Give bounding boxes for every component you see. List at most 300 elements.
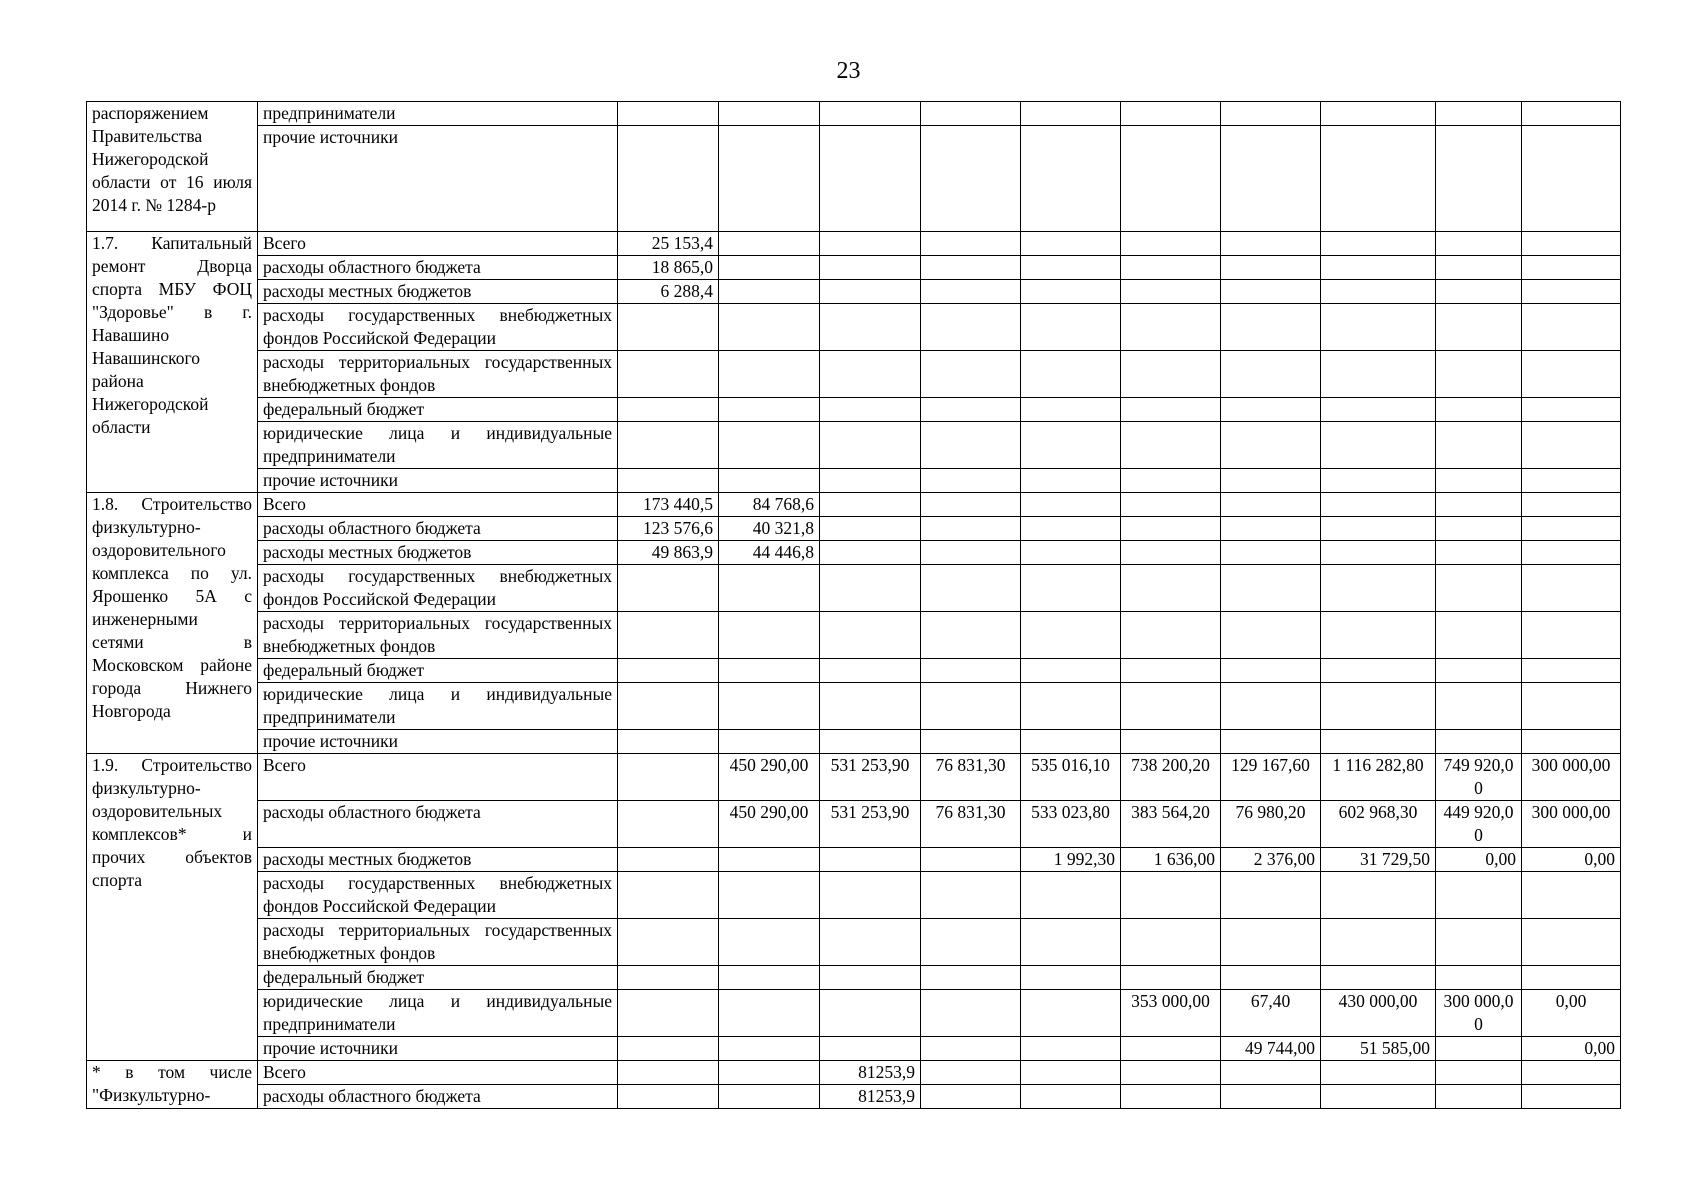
value-cell [1436, 872, 1522, 919]
value-cell [921, 612, 1021, 659]
value-cell [1021, 565, 1121, 612]
value-cell [921, 304, 1021, 351]
value-cell [1021, 469, 1121, 493]
value-cell [1021, 304, 1121, 351]
value-cell [820, 102, 921, 126]
value-cell [1121, 1061, 1221, 1085]
value-cell [921, 730, 1021, 754]
source-cell: расходы областного бюджета [258, 517, 618, 541]
value-cell [1522, 1061, 1621, 1085]
table-row [87, 304, 1621, 351]
value-cell [1121, 256, 1221, 280]
budget-table [86, 101, 1621, 1109]
value-cell [1522, 565, 1621, 612]
value-cell [1121, 102, 1221, 126]
value-cell: 738 200,20 [1121, 754, 1221, 801]
value-cell [1522, 612, 1621, 659]
value-cell [719, 966, 820, 990]
value-cell [1221, 1085, 1321, 1109]
value-cell [1436, 126, 1522, 232]
table-row [87, 1061, 1621, 1085]
table-row [87, 683, 1621, 730]
value-cell [1522, 398, 1621, 422]
value-cell [1522, 919, 1621, 966]
value-cell [820, 232, 921, 256]
value-cell [1121, 517, 1221, 541]
source-cell: расходы областного бюджета [258, 256, 618, 280]
source-cell: расходы государственных внебюджетных фондов Российской Федерации [258, 565, 618, 612]
table-row [87, 469, 1621, 493]
value-cell [820, 966, 921, 990]
value-cell [719, 102, 820, 126]
value-cell [1321, 126, 1436, 232]
value-cell [618, 683, 719, 730]
source-cell: расходы государственных внебюджетных фондов Российской Федерации [258, 872, 618, 919]
value-cell [719, 1061, 820, 1085]
value-cell: 531 253,90 [820, 754, 921, 801]
value-cell [921, 256, 1021, 280]
value-cell [820, 398, 921, 422]
value-cell [1121, 1085, 1221, 1109]
value-cell [719, 232, 820, 256]
value-cell [820, 517, 921, 541]
value-cell [1121, 1037, 1221, 1061]
value-cell [618, 872, 719, 919]
value-cell: 0,00 [1522, 990, 1621, 1037]
value-cell [618, 919, 719, 966]
value-cell [820, 541, 921, 565]
value-cell [1221, 683, 1321, 730]
value-cell [618, 102, 719, 126]
value-cell [618, 398, 719, 422]
program-cell: распоряжением Правительства Нижегородской области от 16 июля 2014 г. № 1284-р [87, 102, 258, 232]
table-row [87, 990, 1621, 1037]
value-cell [1221, 102, 1321, 126]
value-cell [921, 1037, 1021, 1061]
source-cell: федеральный бюджет [258, 659, 618, 683]
value-cell [1221, 872, 1321, 919]
value-cell [618, 1061, 719, 1085]
value-cell [1321, 280, 1436, 304]
value-cell [1221, 612, 1321, 659]
table-row [87, 541, 1621, 565]
value-cell: 129 167,60 [1221, 754, 1321, 801]
value-cell [1221, 966, 1321, 990]
value-cell [1321, 517, 1436, 541]
source-cell: Всего [258, 754, 618, 801]
table-row [87, 565, 1621, 612]
value-cell: 0,00 [1522, 1037, 1621, 1061]
value-cell [1121, 872, 1221, 919]
value-cell [1021, 493, 1121, 517]
value-cell [1021, 541, 1121, 565]
value-cell [1321, 565, 1436, 612]
value-cell [921, 966, 1021, 990]
source-cell: Всего [258, 493, 618, 517]
value-cell [1522, 659, 1621, 683]
program-cell: 1.9. Строительство физкультурно-оздоровительных комплексов* и прочих объектов спорта [87, 754, 258, 1061]
value-cell [719, 990, 820, 1037]
value-cell [1121, 232, 1221, 256]
table-row [87, 919, 1621, 966]
value-cell [1021, 966, 1121, 990]
value-cell: 2 376,00 [1221, 848, 1321, 872]
value-cell [1021, 256, 1121, 280]
value-cell: 353 000,00 [1121, 990, 1221, 1037]
value-cell [921, 659, 1021, 683]
value-cell [820, 422, 921, 469]
value-cell [820, 126, 921, 232]
value-cell [1522, 1085, 1621, 1109]
value-cell [1221, 398, 1321, 422]
value-cell [1121, 398, 1221, 422]
value-cell [719, 422, 820, 469]
value-cell [1021, 1061, 1121, 1085]
value-cell [719, 1037, 820, 1061]
table-row [87, 126, 1621, 232]
value-cell [921, 541, 1021, 565]
value-cell [1436, 102, 1522, 126]
value-cell [1522, 280, 1621, 304]
value-cell [820, 1037, 921, 1061]
value-cell [820, 256, 921, 280]
value-cell [921, 422, 1021, 469]
value-cell [1436, 256, 1522, 280]
value-cell [1221, 493, 1321, 517]
value-cell [618, 1085, 719, 1109]
value-cell [719, 351, 820, 398]
value-cell [1436, 351, 1522, 398]
source-cell: расходы областного бюджета [258, 801, 618, 848]
value-cell [820, 351, 921, 398]
value-cell [618, 1037, 719, 1061]
value-cell [1021, 659, 1121, 683]
value-cell [1321, 232, 1436, 256]
value-cell [719, 469, 820, 493]
value-cell [921, 1085, 1021, 1109]
value-cell [1321, 102, 1436, 126]
value-cell [1121, 469, 1221, 493]
value-cell [921, 919, 1021, 966]
value-cell [1436, 304, 1522, 351]
value-cell: 18 865,0 [618, 256, 719, 280]
table-row [87, 612, 1621, 659]
value-cell: 49 863,9 [618, 541, 719, 565]
value-cell [1121, 422, 1221, 469]
value-cell [1522, 730, 1621, 754]
value-cell [719, 565, 820, 612]
value-cell [1021, 683, 1121, 730]
value-cell: 450 290,00 [719, 801, 820, 848]
value-cell [921, 493, 1021, 517]
value-cell [921, 126, 1021, 232]
value-cell [1121, 966, 1221, 990]
value-cell [820, 493, 921, 517]
value-cell: 300 000,00 [1522, 754, 1621, 801]
value-cell [1021, 919, 1121, 966]
value-cell [1321, 469, 1436, 493]
value-cell: 51 585,00 [1321, 1037, 1436, 1061]
value-cell [1522, 422, 1621, 469]
value-cell: 81253,9 [820, 1085, 921, 1109]
value-cell [719, 683, 820, 730]
value-cell: 430 000,00 [1321, 990, 1436, 1037]
value-cell: 0,00 [1522, 848, 1621, 872]
value-cell: 84 768,6 [719, 493, 820, 517]
table-row [87, 517, 1621, 541]
value-cell [1121, 683, 1221, 730]
value-cell [820, 919, 921, 966]
value-cell [1321, 493, 1436, 517]
value-cell [1121, 612, 1221, 659]
value-cell [1436, 398, 1522, 422]
value-cell [1221, 126, 1321, 232]
source-cell: расходы местных бюджетов [258, 280, 618, 304]
source-cell: расходы территориальных государственных внебюджетных фондов [258, 919, 618, 966]
table-row [87, 1085, 1621, 1109]
source-cell: расходы государственных внебюджетных фондов Российской Федерации [258, 304, 618, 351]
value-cell [719, 280, 820, 304]
value-cell: 300 000,00 [1522, 801, 1621, 848]
value-cell [1436, 493, 1522, 517]
value-cell [820, 612, 921, 659]
value-cell [1121, 280, 1221, 304]
value-cell [719, 730, 820, 754]
value-cell [1522, 541, 1621, 565]
value-cell: 535 016,10 [1021, 754, 1121, 801]
value-cell [1321, 422, 1436, 469]
value-cell [618, 351, 719, 398]
source-cell: предприниматели [258, 102, 618, 126]
value-cell [1021, 102, 1121, 126]
value-cell [921, 517, 1021, 541]
table-row [87, 398, 1621, 422]
value-cell [1021, 1085, 1121, 1109]
value-cell: 1 992,30 [1021, 848, 1121, 872]
value-cell: 1 116 282,80 [1321, 754, 1436, 801]
value-cell [921, 848, 1021, 872]
value-cell [1021, 126, 1121, 232]
value-cell [1021, 422, 1121, 469]
value-cell [820, 659, 921, 683]
value-cell: 450 290,00 [719, 754, 820, 801]
source-cell: Всего [258, 232, 618, 256]
value-cell [1436, 683, 1522, 730]
value-cell [719, 872, 820, 919]
value-cell: 0,00 [1436, 848, 1522, 872]
value-cell [1021, 280, 1121, 304]
value-cell [921, 398, 1021, 422]
value-cell [1321, 1061, 1436, 1085]
value-cell [618, 730, 719, 754]
value-cell [1321, 683, 1436, 730]
value-cell [1522, 351, 1621, 398]
value-cell [1221, 659, 1321, 683]
value-cell [1321, 304, 1436, 351]
value-cell [1436, 1085, 1522, 1109]
table-row [87, 256, 1621, 280]
value-cell [719, 1085, 820, 1109]
source-cell: федеральный бюджет [258, 398, 618, 422]
source-cell: расходы местных бюджетов [258, 848, 618, 872]
source-cell: юридические лица и индивидуальные предприниматели [258, 422, 618, 469]
source-cell: прочие источники [258, 730, 618, 754]
value-cell [921, 565, 1021, 612]
value-cell [921, 872, 1021, 919]
value-cell: 25 153,4 [618, 232, 719, 256]
value-cell [1321, 730, 1436, 754]
value-cell [1522, 872, 1621, 919]
value-cell [820, 848, 921, 872]
value-cell [719, 919, 820, 966]
value-cell [1121, 541, 1221, 565]
value-cell [1221, 517, 1321, 541]
value-cell: 6 288,4 [618, 280, 719, 304]
value-cell [1021, 232, 1121, 256]
value-cell [719, 398, 820, 422]
table-row [87, 659, 1621, 683]
value-cell [618, 801, 719, 848]
value-cell [1522, 683, 1621, 730]
value-cell [1436, 541, 1522, 565]
value-cell: 602 968,30 [1321, 801, 1436, 848]
value-cell [618, 966, 719, 990]
value-cell [1522, 469, 1621, 493]
value-cell [1522, 966, 1621, 990]
value-cell [1436, 517, 1522, 541]
value-cell [1221, 351, 1321, 398]
value-cell [1221, 232, 1321, 256]
value-cell: 76 980,20 [1221, 801, 1321, 848]
table-row [87, 966, 1621, 990]
value-cell [1121, 565, 1221, 612]
value-cell [921, 351, 1021, 398]
value-cell [1221, 1061, 1321, 1085]
value-cell [1321, 398, 1436, 422]
table-row [87, 280, 1621, 304]
value-cell [1221, 565, 1321, 612]
value-cell [1321, 966, 1436, 990]
value-cell [820, 990, 921, 1037]
value-cell [618, 469, 719, 493]
value-cell: 67,40 [1221, 990, 1321, 1037]
table-row [87, 351, 1621, 398]
value-cell [1121, 493, 1221, 517]
source-cell: юридические лица и индивидуальные предприниматели [258, 683, 618, 730]
program-cell: * в том числе "Физкультурно- [87, 1061, 258, 1109]
value-cell [1522, 232, 1621, 256]
value-cell: 76 831,30 [921, 801, 1021, 848]
value-cell [1522, 304, 1621, 351]
value-cell [921, 1061, 1021, 1085]
value-cell: 44 446,8 [719, 541, 820, 565]
value-cell: 173 440,5 [618, 493, 719, 517]
value-cell [719, 304, 820, 351]
value-cell [1021, 990, 1121, 1037]
value-cell [1221, 256, 1321, 280]
value-cell [1321, 256, 1436, 280]
value-cell [1436, 659, 1522, 683]
value-cell: 383 564,20 [1121, 801, 1221, 848]
value-cell [820, 304, 921, 351]
value-cell [921, 280, 1021, 304]
value-cell [1221, 304, 1321, 351]
value-cell [1221, 422, 1321, 469]
value-cell: 40 321,8 [719, 517, 820, 541]
value-cell [1321, 612, 1436, 659]
table-row [87, 801, 1621, 848]
table-row [87, 730, 1621, 754]
value-cell [1021, 1037, 1121, 1061]
value-cell [618, 422, 719, 469]
value-cell [820, 565, 921, 612]
value-cell [921, 232, 1021, 256]
value-cell: 123 576,6 [618, 517, 719, 541]
value-cell [1436, 565, 1522, 612]
program-cell: 1.7. Капитальный ремонт Дворца спорта МБУ ФОЦ "Здоровье" в г. Навашино Навашинского района Нижегородской области [87, 232, 258, 493]
value-cell [1121, 126, 1221, 232]
value-cell [921, 990, 1021, 1037]
source-cell: прочие источники [258, 126, 618, 232]
value-cell [618, 754, 719, 801]
value-cell [1436, 422, 1522, 469]
value-cell [921, 102, 1021, 126]
value-cell [1221, 919, 1321, 966]
value-cell [1436, 612, 1522, 659]
source-cell: расходы территориальных государственных внебюджетных фондов [258, 351, 618, 398]
table-row [87, 848, 1621, 872]
value-cell [1522, 493, 1621, 517]
value-cell [719, 612, 820, 659]
value-cell [921, 683, 1021, 730]
source-cell: юридические лица и индивидуальные предприниматели [258, 990, 618, 1037]
source-cell: прочие источники [258, 469, 618, 493]
value-cell [719, 256, 820, 280]
value-cell [1121, 659, 1221, 683]
value-cell [719, 848, 820, 872]
value-cell: 81253,9 [820, 1061, 921, 1085]
value-cell [1121, 351, 1221, 398]
table-row [87, 872, 1621, 919]
value-cell [1522, 256, 1621, 280]
value-cell [820, 469, 921, 493]
table-row [87, 1037, 1621, 1061]
source-cell: расходы областного бюджета [258, 1085, 618, 1109]
value-cell [1436, 919, 1522, 966]
value-cell: 749 920,00 [1436, 754, 1522, 801]
table-row [87, 232, 1621, 256]
value-cell [1021, 398, 1121, 422]
value-cell [719, 659, 820, 683]
value-cell: 533 023,80 [1021, 801, 1121, 848]
value-cell [618, 126, 719, 232]
value-cell: 531 253,90 [820, 801, 921, 848]
value-cell [618, 848, 719, 872]
value-cell: 300 000,00 [1436, 990, 1522, 1037]
value-cell [618, 612, 719, 659]
value-cell [1021, 872, 1121, 919]
value-cell [618, 659, 719, 683]
source-cell: расходы местных бюджетов [258, 541, 618, 565]
value-cell: 49 744,00 [1221, 1037, 1321, 1061]
value-cell [1436, 280, 1522, 304]
value-cell [1321, 659, 1436, 683]
value-cell [1522, 126, 1621, 232]
value-cell [719, 126, 820, 232]
table-row [87, 102, 1621, 126]
value-cell [820, 683, 921, 730]
table-row [87, 422, 1621, 469]
